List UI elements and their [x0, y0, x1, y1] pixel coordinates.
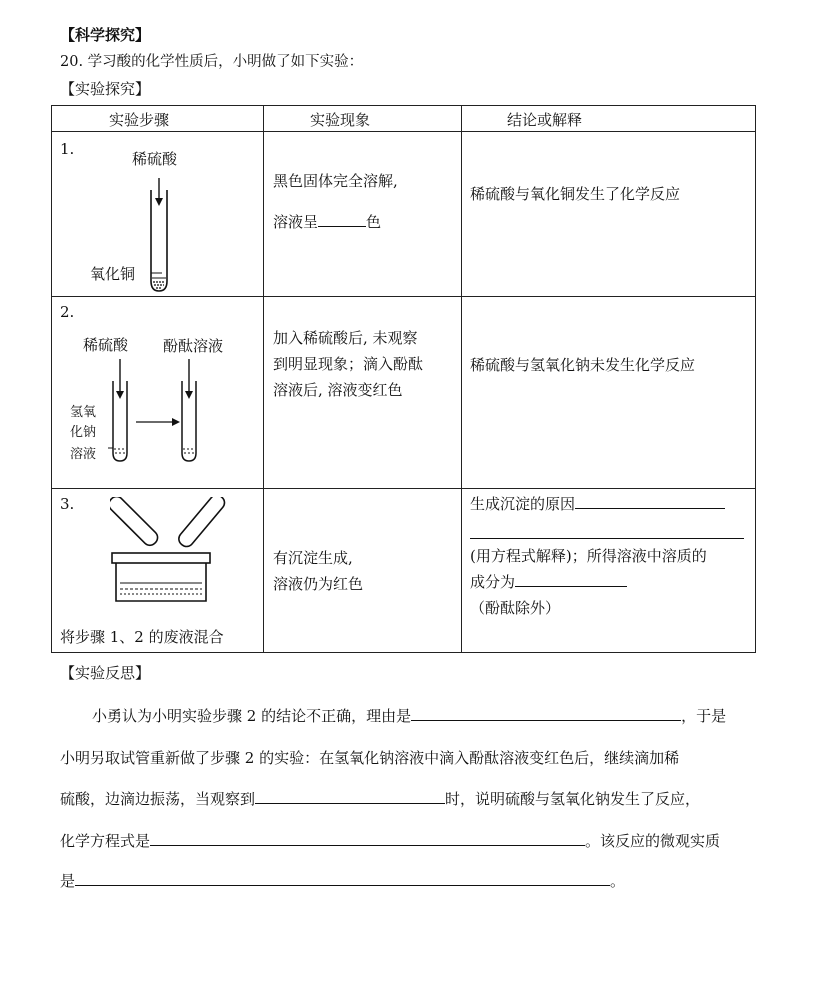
conclusion-cell-1: [462, 132, 756, 297]
answer-blank[interactable]: [470, 537, 744, 539]
conclusion-text: 成分为: [470, 571, 627, 592]
answer-blank[interactable]: [75, 884, 610, 886]
header-step: 实验步骤: [52, 106, 264, 132]
acid-label: 稀硫酸: [132, 150, 178, 168]
paragraph-line: 小勇认为小明实验步骤 2 的结论不正确，理由是 ，于是: [92, 707, 727, 725]
phenomenon-cell-2: [264, 297, 462, 489]
pointer-line: [151, 270, 163, 276]
solution-label: 溶液: [70, 447, 97, 462]
phenomenon-text: 加入稀硫酸后, 未观察: [273, 329, 418, 347]
conclusion-text: 稀硫酸与氧化铜发生了化学反应: [470, 185, 681, 203]
subhead-reflection: 【实验反思】: [60, 664, 151, 682]
conclusion-note: （酚酞除外）: [470, 599, 561, 617]
header-phenomenon: 实验现象: [264, 106, 462, 132]
step-cell-1: [52, 132, 264, 297]
step-number: 2.: [60, 303, 75, 321]
step-cell-2: [52, 297, 264, 489]
solution-label: 化钠: [70, 425, 97, 440]
paragraph-line: 化学方程式是 。该反应的微观实质: [60, 832, 721, 850]
test-tube-diagram: [100, 359, 260, 469]
paragraph-line: 小明另取试管重新做了步骤 2 的实验：在氢氧化钠溶液中滴入酚酞溶液变红色后，继续滴加稀: [60, 749, 680, 767]
phenomenon-text: 有沉淀生成,: [273, 549, 353, 567]
question-stem: 20. 学习酸的化学性质后，小明做了如下实验：: [60, 54, 364, 70]
answer-blank[interactable]: [255, 802, 445, 804]
answer-blank[interactable]: [150, 844, 585, 846]
paragraph-line: 硫酸，边滴边振荡，当观察到 时，说明硫酸与氢氧化钠发生了反应，: [60, 790, 701, 808]
phenomenon-cell-1: [264, 132, 462, 297]
solid-label: 氧化铜: [90, 265, 136, 283]
phenomenon-text: 溶液后, 溶液变红色: [273, 381, 403, 399]
header-conclusion: 结论或解释: [462, 106, 756, 132]
step-caption: 将步骤 1、2 的废液混合: [60, 628, 224, 646]
conclusion-text: 稀硫酸与氢氧化钠未发生化学反应: [470, 356, 696, 374]
phenomenon-text: 溶液仍为红色: [273, 575, 364, 593]
step-number: 1.: [60, 140, 75, 158]
conclusion-text: (用方程式解释)；所得溶液中溶质的: [470, 547, 707, 565]
experiment-table: [51, 105, 756, 653]
indicator-label: 酚酞溶液: [163, 337, 224, 355]
answer-blank[interactable]: [575, 507, 725, 509]
beaker-mixing-diagram: [110, 497, 230, 607]
phenomenon-cell-3: [264, 489, 462, 653]
answer-blank[interactable]: [515, 585, 627, 587]
conclusion-cell-2: [462, 297, 756, 489]
phenomenon-text: 溶液呈 色: [273, 213, 382, 231]
solution-label: 氢氧: [70, 405, 97, 420]
phenomenon-text: 黑色固体完全溶解,: [273, 172, 398, 190]
table-row: [52, 132, 756, 297]
table-header-row: [52, 106, 756, 132]
test-tube-diagram: [142, 178, 182, 296]
subhead-explore: 【实验探究】: [60, 80, 151, 98]
section-title: 【科学探究】: [60, 26, 151, 44]
table-row: [52, 297, 756, 489]
conclusion-cell-3: [462, 489, 756, 653]
paragraph-line: 是 。: [60, 872, 626, 890]
conclusion-text: 生成沉淀的原因: [470, 493, 725, 514]
answer-blank[interactable]: [411, 719, 681, 721]
acid-label: 稀硫酸: [83, 336, 129, 354]
step-number: 3.: [60, 495, 75, 513]
answer-blank[interactable]: [318, 225, 366, 227]
table-row: [52, 489, 756, 653]
phenomenon-text: 到明显现象；滴入酚酞: [273, 355, 424, 373]
step-cell-3: [52, 489, 264, 653]
